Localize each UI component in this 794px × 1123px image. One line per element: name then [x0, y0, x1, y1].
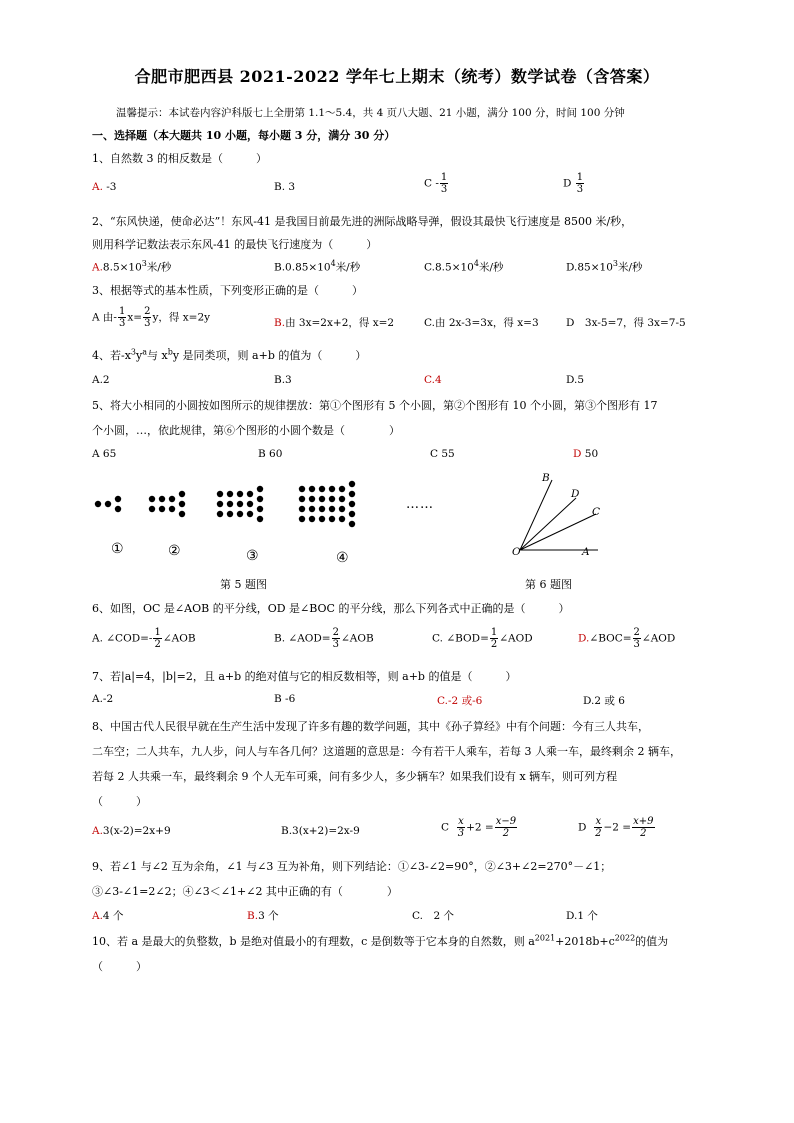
fig5-dot — [299, 506, 305, 512]
q7-option-a: A.-2 — [92, 693, 114, 705]
fig5-dot — [237, 501, 243, 507]
fig5-dot — [179, 511, 185, 517]
q1-option-c: C - $\frac{1}{3}$ — [424, 172, 448, 195]
fig5-dot — [149, 506, 155, 512]
fig5-dot — [299, 496, 305, 502]
fig5-dot — [115, 496, 121, 502]
question-5-line-2: 个小圆，…，依此规律，第⑥个图形的小圆个数是（ ） — [92, 424, 400, 437]
fig5-dot — [217, 491, 223, 497]
q9-option-b: B.3 个 — [247, 910, 279, 922]
fig5-dot — [115, 506, 121, 512]
q5-option-d: D 50 — [573, 448, 599, 460]
fig5-dot — [257, 516, 263, 522]
question-10-line-2: （ ） — [92, 960, 147, 973]
fig5-dot — [339, 496, 345, 502]
question-2-line-2: 则用科学记数法表示东风-41 的最快飞行速度为（ ） — [92, 238, 378, 251]
fig5-dot — [237, 511, 243, 517]
fig5-dot — [159, 506, 165, 512]
q3-option-a: A 由- $\frac{1}{3}$ x= $\frac{2}{3}$ y，得 x=2y — [92, 306, 211, 329]
fig5-dot — [169, 496, 175, 502]
q9-option-d: D.1 个 — [566, 910, 598, 922]
q4-option-d: D.5 — [566, 374, 585, 386]
section-heading: 一、选择题（本大题共 10 小题，每小题 3 分，满分 30 分） — [92, 129, 396, 142]
q8-option-a: A.3(x-2)=2x+9 — [92, 825, 171, 837]
fig5-dot — [319, 506, 325, 512]
fig5-dot — [227, 511, 233, 517]
question-1: 1、自然数 3 的相反数是（ ） — [92, 152, 267, 165]
fig5-dot — [149, 496, 155, 502]
point-c-label: C — [592, 506, 601, 518]
ray-od — [520, 498, 576, 550]
fig5-dot — [257, 496, 263, 502]
q4-option-c: C.4 — [424, 374, 442, 386]
fig5-dot — [179, 491, 185, 497]
question-5-line-1: 5、将大小相同的小圆按如图所示的规律摆放：第①个图形有 5 个小圆，第②个图形有 10 个小圆，第③个图形有 17 — [92, 399, 658, 412]
fig5-dot — [349, 511, 355, 517]
fig5-dot-patterns — [90, 474, 430, 534]
question-8-line-4: （ ） — [92, 795, 147, 808]
fig5-label-3: ③ — [246, 548, 259, 564]
q8-option-d: D $\frac{x}{2}$ −2 = $\frac{x+9}{2}$ — [578, 816, 654, 839]
fig5-dot — [349, 501, 355, 507]
fig5-dot — [227, 501, 233, 507]
fig5-dot — [319, 516, 325, 522]
point-o-label: O — [512, 546, 521, 558]
fig5-dot — [217, 501, 223, 507]
fig6-caption: 第 6 题图 — [525, 578, 572, 591]
fig5-dot — [227, 491, 233, 497]
q7-option-d: D.2 或 6 — [583, 695, 625, 707]
q5-option-a: A 65 — [92, 448, 117, 460]
fig5-dot — [179, 501, 185, 507]
point-b-label: B — [542, 472, 550, 484]
q8-option-b: B.3(x+2)=2x-9 — [281, 825, 360, 837]
question-6: 6、如图，OC 是∠AOB 的平分线，OD 是∠BOC 的平分线，那么下列各式中正确的是（ ） — [92, 602, 570, 615]
q7-option-b: B -6 — [274, 693, 296, 705]
q6-option-c: C. ∠BOD= $\frac{1}{2}$ ∠AOD — [432, 627, 533, 650]
fig5-dot — [247, 501, 253, 507]
ray-ob — [520, 480, 552, 550]
fig6-angle-diagram — [510, 470, 620, 560]
q1-option-d: D $\frac{1}{3}$ — [563, 172, 584, 195]
q3-option-c: C.由 2x-3=3x，得 x=3 — [424, 317, 539, 329]
fig5-dot — [309, 486, 315, 492]
question-9-line-2: ③∠3-∠1=2∠2；④∠3＜∠1+∠2 其中正确的有（ ） — [92, 885, 398, 898]
fig5-dot — [159, 496, 165, 502]
ray-oc — [520, 514, 596, 550]
q3-option-d: D 3x-5=7，得 3x=7-5 — [566, 317, 686, 329]
fig5-ellipsis: …… — [406, 497, 434, 512]
fig5-dot — [319, 486, 325, 492]
point-a-label: A — [582, 546, 590, 558]
fig5-dot — [299, 486, 305, 492]
fig5-label-2: ② — [168, 543, 181, 559]
fig5-dot — [329, 496, 335, 502]
point-d-label: D — [571, 488, 580, 500]
fig5-label-4: ④ — [336, 550, 349, 566]
fig5-dot — [319, 496, 325, 502]
fig5-dot — [257, 506, 263, 512]
q2-option-b: $B.0.85\times 10^4$米/秒 — [274, 259, 361, 274]
fig5-label-1: ① — [111, 541, 124, 557]
fig5-dot — [329, 506, 335, 512]
question-7: 7、若|a|=4，|b|=2，且 a+b 的绝对值与它的相反数相等，则 a+b 的值是（ ） — [92, 670, 517, 683]
question-2-line-1: 2、“东风快递，使命必达”！东风-41 是我国目前最先进的洲际战略导弹，假设其最快飞行速度是 8500 米/秒， — [92, 215, 633, 228]
q1-option-a: A. -3 — [92, 181, 117, 193]
question-10: 10、若 a 是最大的负整数，b 是绝对值最小的有理数，c 是倒数等于它本身的自然数，则 $a^{2021}+2018b+c^{2022}$的值为 — [92, 933, 669, 948]
fig5-dot — [349, 521, 355, 527]
fig5-dot — [309, 496, 315, 502]
fig5-dot — [217, 511, 223, 517]
question-8-line-2: 二车空；二人共车，九人步，问人与车各几何？这道题的意思是：今有若干人乘车，若每 3 人乘一车，最终剩余 2 辆车， — [92, 745, 681, 758]
fig5-dot — [95, 501, 101, 507]
fig5-dot — [299, 516, 305, 522]
question-3: 3、根据等式的基本性质，下列变形正确的是（ ） — [92, 284, 363, 297]
fig5-dot — [349, 481, 355, 487]
q2-option-a: $A.8.5\times 10^3$米/秒 — [92, 259, 172, 274]
q9-option-a: A.4 个 — [92, 910, 124, 922]
q2-option-d: $D.85\times 10^3$米/秒 — [566, 259, 643, 274]
q2-option-c: $C.8.5\times 10^4$米/秒 — [424, 259, 504, 274]
fig5-dot — [329, 516, 335, 522]
q1-option-b: B. 3 — [274, 181, 296, 193]
question-8-line-1: 8、中国古代人民很早就在生产生活中发现了许多有趣的数学问题，其中《孙子算经》中有个问题：今有三人共车， — [92, 720, 649, 733]
fig5-dot — [247, 511, 253, 517]
fig5-dot — [257, 486, 263, 492]
fig5-caption: 第 5 题图 — [220, 578, 267, 591]
q5-option-c: C 55 — [430, 448, 455, 460]
fig5-dot — [329, 486, 335, 492]
question-9-line-1: 9、若∠1 与∠2 互为余角，∠1 与∠3 互为补角，则下列结论：①∠3-∠2=90°，②∠3+∠2=270°－∠1； — [92, 860, 612, 873]
fig5-dot — [247, 491, 253, 497]
q8-option-c: C $\frac{x}{3}$ +2 = $\frac{x-9}{2}$ — [441, 816, 517, 839]
question-4: 4、若$-x^3y^a$与 $x^by$ 是同类项，则 a+b 的值为（ ） — [92, 347, 367, 362]
fig5-dot — [339, 516, 345, 522]
q4-option-b: B.3 — [274, 374, 292, 386]
exam-tip: 温馨提示：本试卷内容沪科版七上全册第 1.1～5.4，共 4 页八大题、21 小题，满分 100 分，时间 100 分钟 — [116, 107, 625, 119]
fig5-dot — [349, 491, 355, 497]
fig5-dot — [105, 501, 111, 507]
fig5-dot — [309, 516, 315, 522]
q3-option-b: B.由 3x=2x+2，得 x=2 — [274, 317, 395, 329]
fig5-dot — [339, 506, 345, 512]
fig5-dot — [339, 486, 345, 492]
q7-option-c: C.-2 或-6 — [437, 695, 483, 707]
q5-option-b: B 60 — [258, 448, 283, 460]
q9-option-c: C. 2 个 — [412, 910, 455, 922]
question-8-line-3: 若每 2 人共乘一车，最终剩余 9 个人无车可乘，问有多少人，多少辆车？如果我们设有 x 辆车，则可列方程 — [92, 770, 618, 783]
fig5-dot — [309, 506, 315, 512]
fig5-dot — [169, 506, 175, 512]
fig5-dot — [237, 491, 243, 497]
page-title: 合肥市肥西县 2021-2022 学年七上期末（统考）数学试卷（含答案） — [134, 67, 660, 86]
q6-option-b: B. ∠AOD= $\frac{2}{3}$ ∠AOB — [274, 627, 374, 650]
q6-option-a: A. ∠COD=- $\frac{1}{2}$ ∠AOB — [92, 627, 196, 650]
q6-option-d: D.∠BOC= $\frac{2}{3}$ ∠AOD — [578, 627, 676, 650]
q4-option-a: A.2 — [92, 374, 110, 386]
